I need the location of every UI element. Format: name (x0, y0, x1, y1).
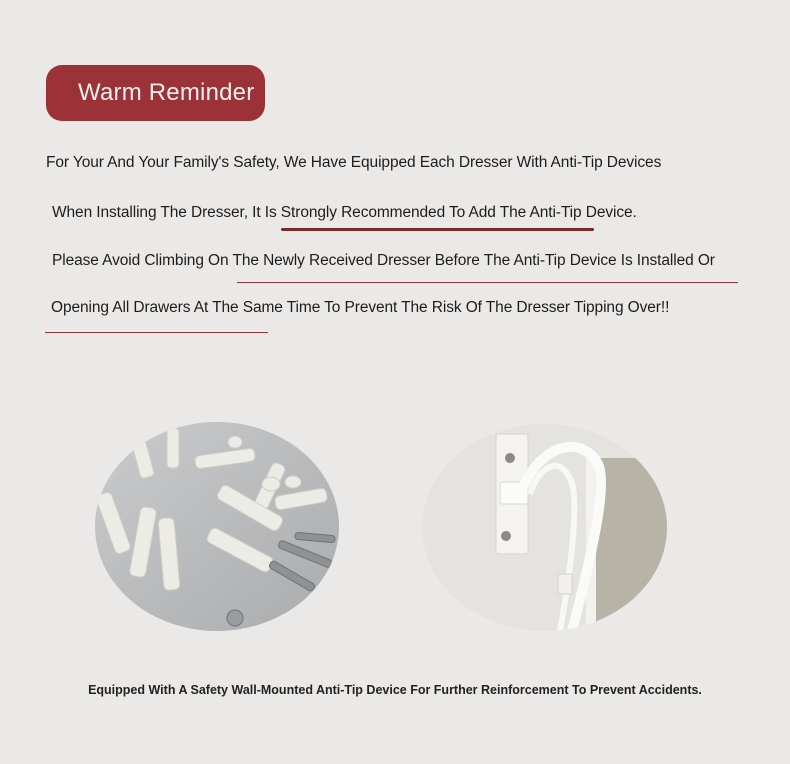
caption: Equipped With A Safety Wall-Mounted Anti-Tip Device For Further Reinforcement To Prevent Accidents. (88, 683, 702, 697)
warm-reminder-badge (46, 65, 265, 121)
underline-rule (237, 282, 738, 283)
body-line-1: For Your And Your Family's Safety, We Have Equipped Each Dresser With Anti-Tip Devices (46, 154, 662, 171)
body-line-3: Please Avoid Climbing On The Newly Received Dresser Before The Anti-Tip Device Is Installed Or (52, 252, 715, 269)
anti-tip-strap-image (422, 424, 667, 631)
underline-accent (281, 228, 594, 231)
body-line-4: Opening All Drawers At The Same Time To Prevent The Risk Of The Dresser Tipping Over!! (51, 299, 670, 316)
badge-label: Warm Reminder (78, 79, 255, 106)
body-line-2: When Installing The Dresser, It Is Strongly Recommended To Add The Anti-Tip Device. (52, 204, 637, 221)
underline-rule-short (45, 332, 268, 333)
wall-anchors-image (95, 422, 339, 631)
